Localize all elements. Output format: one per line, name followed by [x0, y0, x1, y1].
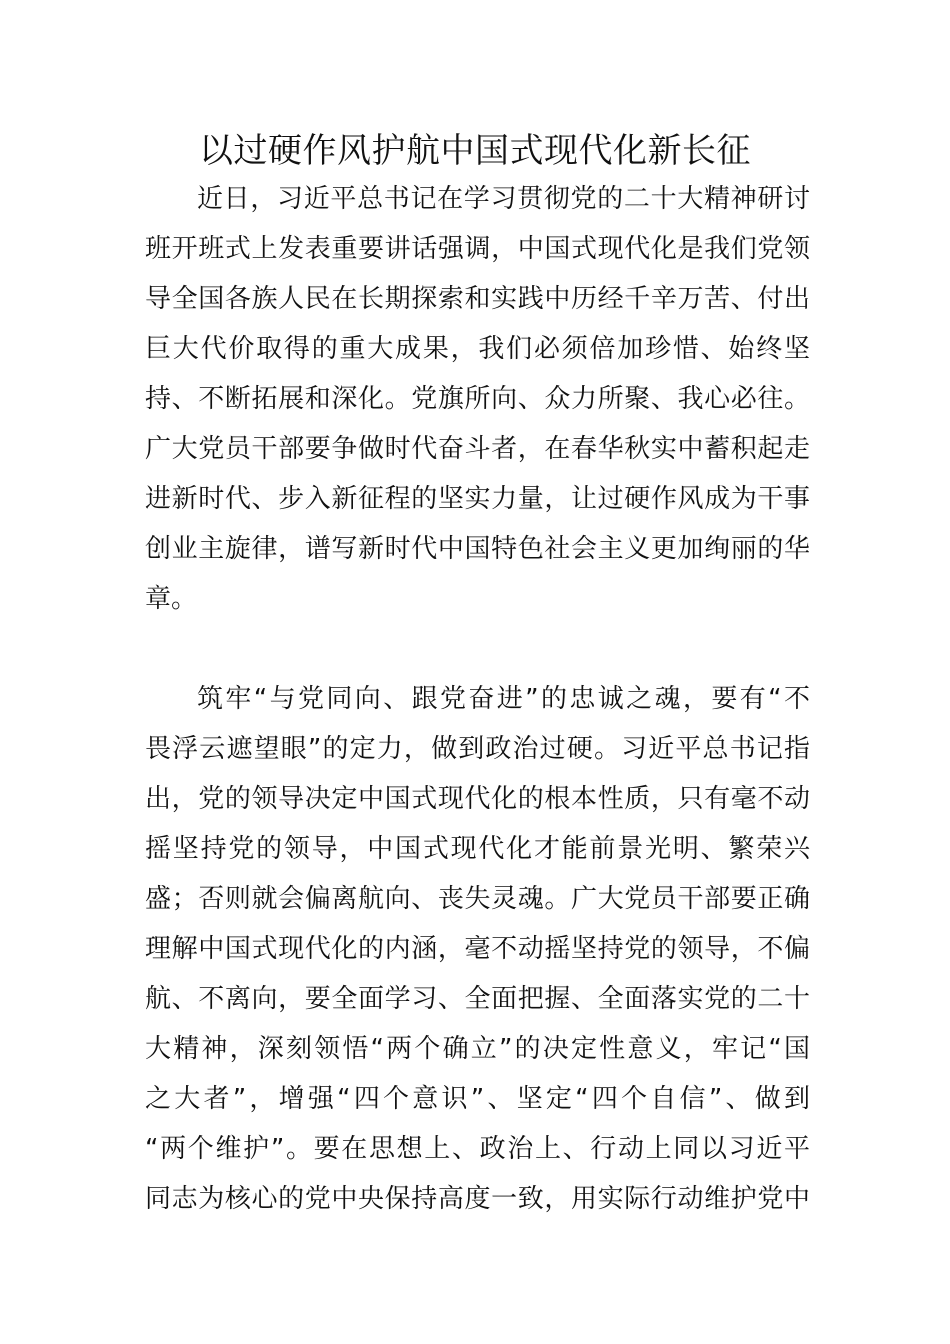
paragraph-line: 航、不离向，要全面学习、全面把握、全面落实党的二十 — [145, 984, 810, 1014]
paragraph-line: 摇坚持党的领导，中国式现代化才能前景光明、繁荣兴 — [145, 834, 810, 864]
paragraph-line: 出，党的领导决定中国式现代化的根本性质，只有毫不动 — [145, 784, 810, 814]
paragraph-line: 近日，习近平总书记在学习贯彻党的二十大精神研讨 — [197, 184, 810, 214]
paragraph-line: “两个维护”。要在思想上、政治上、行动上同以习近平 — [145, 1134, 810, 1164]
paragraph-line: 理解中国式现代化的内涵，毫不动摇坚持党的领导，不偏 — [145, 934, 810, 964]
paragraph-line: 畏浮云遮望眼”的定力，做到政治过硬。习近平总书记指 — [145, 734, 810, 764]
paragraph-2 — [145, 674, 810, 1224]
paragraph-line: 大精神，深刻领悟“两个确立”的决定性意义，牢记“国 — [145, 1034, 810, 1064]
paragraph-line: 班开班式上发表重要讲话强调，中国式现代化是我们党领 — [145, 234, 810, 264]
paragraph-line: 巨大代价取得的重大成果，我们必须倍加珍惜、始终坚 — [145, 334, 810, 364]
paragraph-line: 同志为核心的党中央保持高度一致，用实际行动维护党中 — [145, 1184, 810, 1214]
paragraph-line: 盛；否则就会偏离航向、丧失灵魂。广大党员干部要正确 — [145, 884, 810, 914]
paragraph-1 — [145, 174, 810, 624]
paragraph-line: 持、不断拓展和深化。党旗所向、众力所聚、我心必往。 — [145, 384, 810, 414]
paragraph-line: 导全国各族人民在长期探索和实践中历经千辛万苦、付出 — [145, 284, 810, 314]
paragraph-line: 广大党员干部要争做时代奋斗者，在春华秋实中蓄积起走 — [145, 434, 810, 464]
paragraph-line: 之大者”，增强“四个意识”、坚定“四个自信”、做到 — [145, 1084, 810, 1114]
paragraph-line: 进新时代、步入新征程的坚实力量，让过硬作风成为干事 — [145, 484, 810, 514]
paragraph-line: 章。 — [145, 584, 198, 614]
document-title: 以过硬作风护航中国式现代化新长征 — [199, 131, 751, 171]
paragraph-line: 筑牢“与党同向、跟党奋进”的忠诚之魂，要有“不 — [197, 684, 810, 714]
paragraph-line: 创业主旋律，谱写新时代中国特色社会主义更加绚丽的华 — [145, 534, 810, 564]
